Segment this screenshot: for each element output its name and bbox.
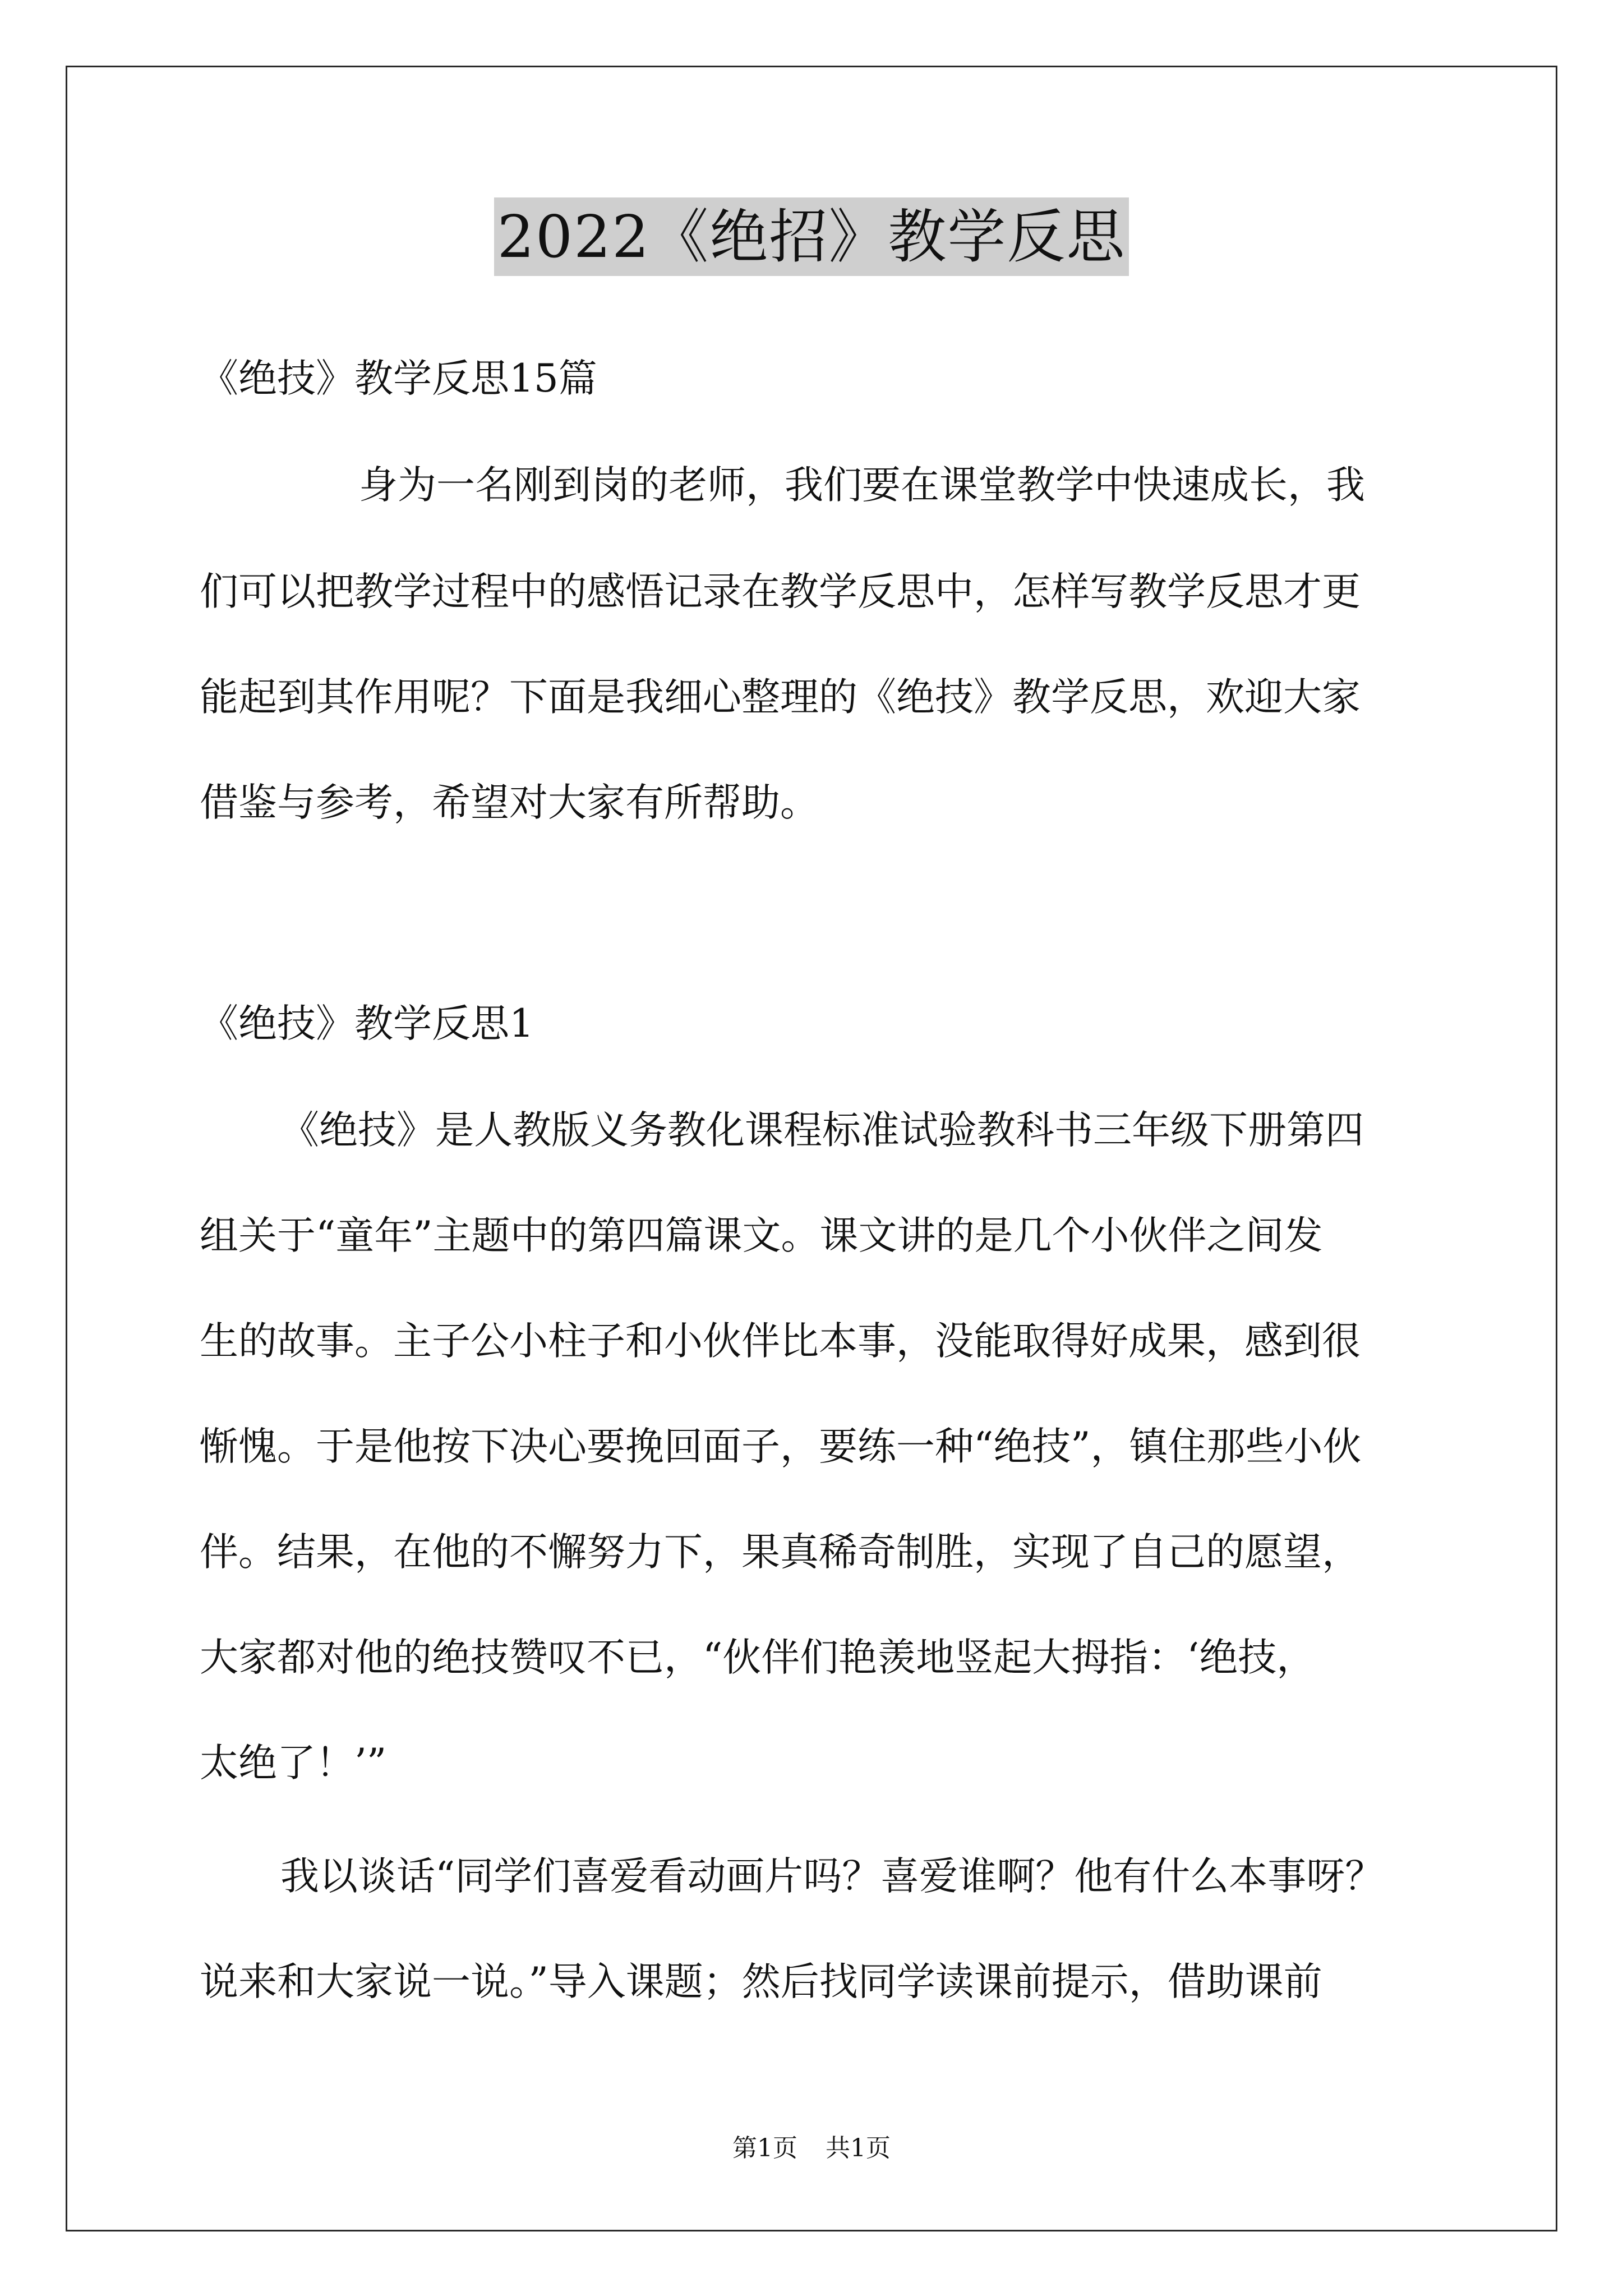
intro-line-3: 能起到其作用呢？下面是我细心整理的《绝技》教学反思，欢迎大家: [200, 675, 1361, 720]
paragraph1-line-2: 组关于“童年”主题中的第四篇课文。课文讲的是几个小伙伴之间发: [200, 1213, 1323, 1258]
document-subtitle: 《绝技》教学反思15篇: [200, 356, 597, 401]
paragraph1-line-7: 太绝了！’”: [200, 1741, 387, 1786]
intro-line-1: 身为一名刚到岗的老师，我们要在课堂教学中快速成长，我: [359, 463, 1365, 508]
paragraph1-line-6: 大家都对他的绝技赞叹不已，“伙伴们艳羡地竖起大拇指：‘绝技，: [200, 1635, 1316, 1680]
paragraph1-line-1: 《绝技》是人教版义务教化课程标准试验教科书三年级下册第四: [280, 1108, 1364, 1153]
document-title: 2022《绝招》教学反思: [494, 197, 1129, 276]
intro-line-4: 借鉴与参考，希望对大家有所帮助。: [200, 780, 819, 825]
page-number-current: 第1页: [732, 2134, 797, 2162]
paragraph1-line-3: 生的故事。主子公小柱子和小伙伴比本事，没能取得好成果，感到很: [200, 1319, 1361, 1364]
paragraph1-line-4: 惭愧。于是他按下决心要挽回面子，要练一种“绝技”，镇住那些小伙: [200, 1424, 1362, 1469]
page-footer: [0, 2132, 1623, 2165]
paragraph2-line-2: 说来和大家说一说。”导入课题；然后找同学读课前提示，借助课前: [200, 1959, 1322, 2004]
paragraph2-line-1: 我以谈话“同学们喜爱看动画片吗？喜爱谁啊？他有什么本事呀？: [280, 1854, 1384, 1899]
page-number-total: 共1页: [826, 2134, 891, 2162]
title-container: [0, 197, 1623, 276]
intro-line-2: 们可以把教学过程中的感悟记录在教学反思中，怎样写教学反思才更: [200, 569, 1361, 614]
paragraph1-line-5: 伴。结果，在他的不懈努力下，果真稀奇制胜，实现了自己的愿望，: [200, 1530, 1361, 1575]
section-heading: 《绝技》教学反思1: [200, 1001, 534, 1046]
